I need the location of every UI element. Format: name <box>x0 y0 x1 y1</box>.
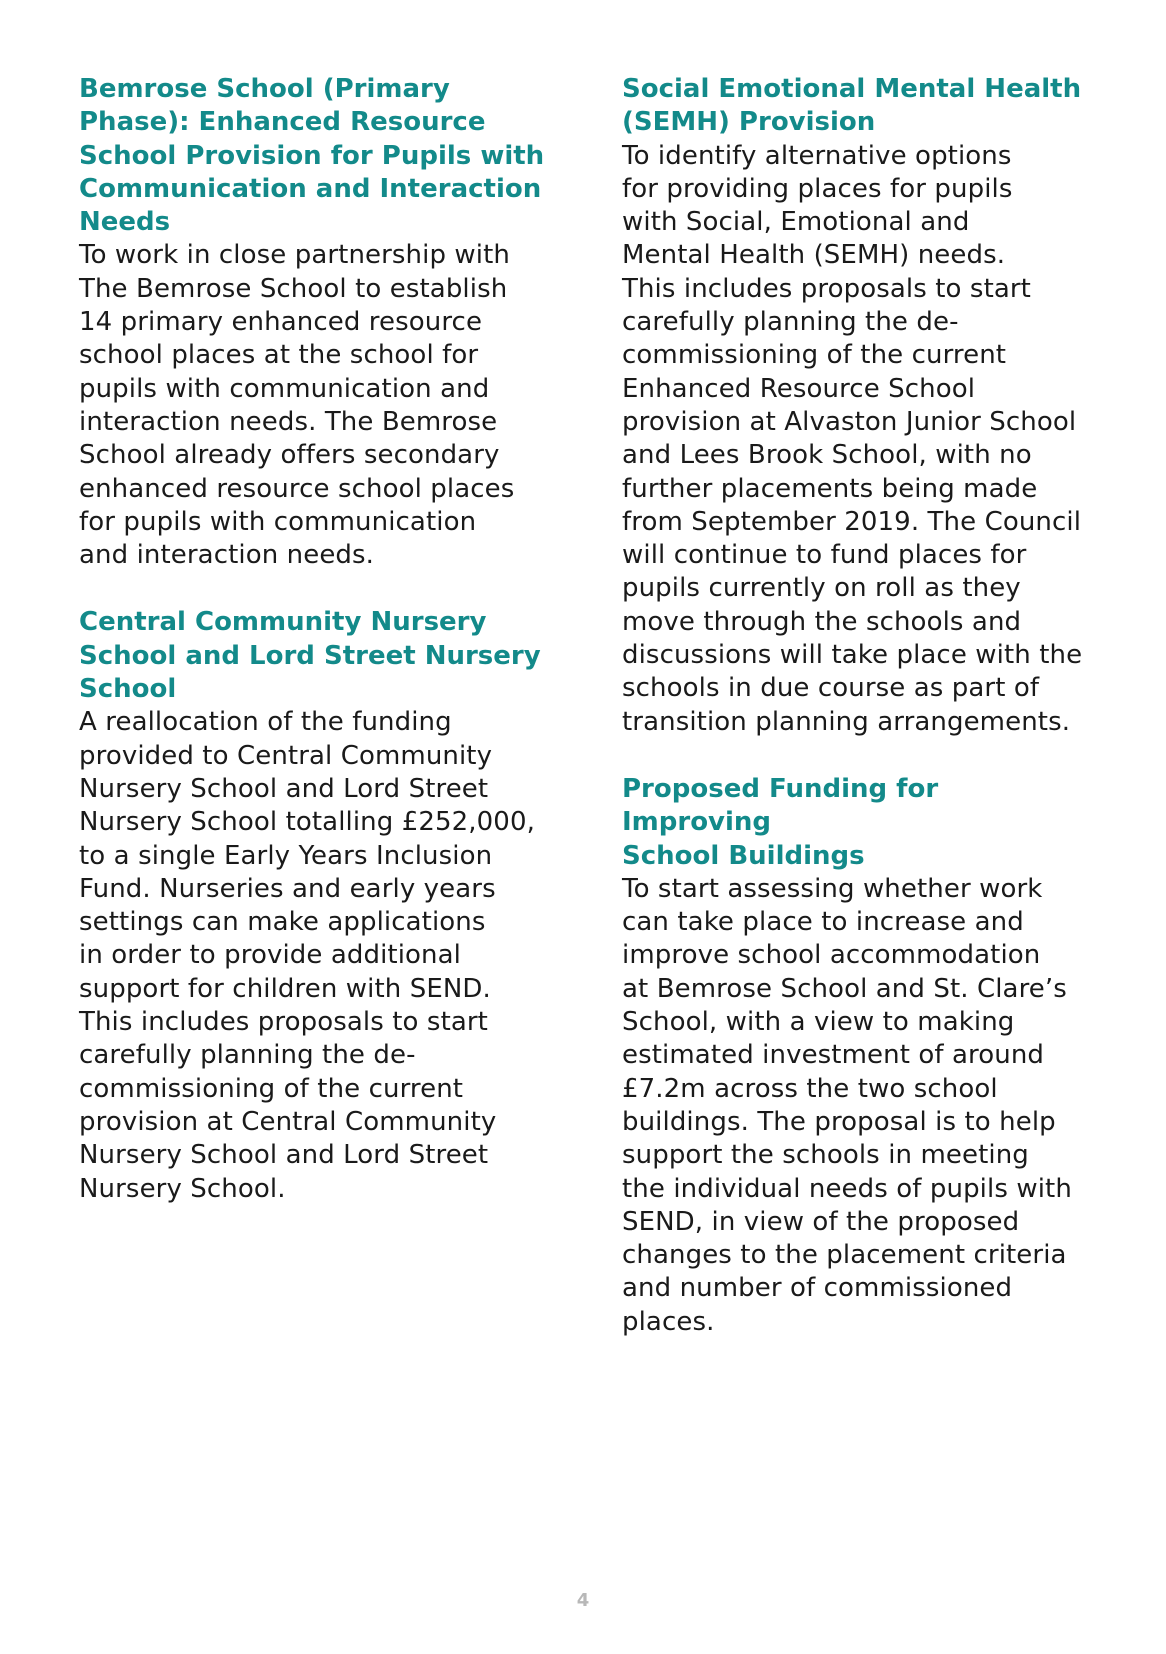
body-line: To start assessing whether work <box>622 873 1043 904</box>
body-line: improve school accommodation <box>622 940 1041 971</box>
heading-line: Social Emotional Mental Health <box>622 74 1082 104</box>
body-line: the individual needs of pupils with <box>622 1173 1072 1204</box>
body-line: pupils currently on roll as they <box>622 573 1021 604</box>
body-line: transition planning arrangements. <box>622 706 1071 737</box>
body-line: To work in close partnership with <box>79 240 510 271</box>
body-line: commissioning of the current <box>622 340 1007 371</box>
body-line: support for children with SEND. <box>79 973 491 1004</box>
section-body <box>79 239 549 572</box>
body-line: settings can make applications <box>79 907 486 938</box>
body-line: Nursery School. <box>79 1173 286 1204</box>
heading-line: Needs <box>79 207 171 238</box>
body-line: move through the schools and <box>622 606 1022 637</box>
body-line: provision at Central Community <box>79 1106 497 1137</box>
body-line: provided to Central Community <box>79 740 493 771</box>
body-line: changes to the placement criteria <box>622 1240 1067 1271</box>
body-line: discussions will take place with the <box>622 640 1083 671</box>
body-line: carefully planning the de- <box>79 1040 416 1071</box>
body-line: to a single Early Years Inclusion <box>79 840 493 871</box>
section-heading <box>622 773 1092 873</box>
heading-line: School Buildings <box>622 840 865 871</box>
body-line: Mental Health (SEMH) needs. <box>622 240 1006 271</box>
body-line: and Lees Brook School, with no <box>622 440 1032 471</box>
body-line: To identify alternative options <box>622 140 1012 171</box>
body-line: The Bemrose School to establish <box>79 273 508 304</box>
body-line: carefully planning the de- <box>622 307 959 338</box>
body-line: SEND, in view of the proposed <box>622 1206 1020 1237</box>
heading-line: Communication and Interaction <box>79 173 542 204</box>
heading-line: Central Community Nursery <box>79 607 487 638</box>
page-number: 4 <box>576 1590 590 1611</box>
body-line: This includes proposals to start <box>79 1007 488 1038</box>
left-column <box>79 73 549 1240</box>
heading-line: School and Lord Street Nursery <box>79 640 541 671</box>
body-line: 14 primary enhanced resource <box>79 307 483 338</box>
heading-line: School <box>79 674 177 705</box>
body-line: provision at Alvaston Junior School <box>622 406 1077 437</box>
section-heading <box>622 73 1092 140</box>
body-line: School, with a view to making <box>622 1007 1015 1038</box>
body-line: for pupils with communication <box>79 506 477 537</box>
heading-line: (SEMH) Provision <box>622 107 876 138</box>
body-line: commissioning of the current <box>79 1073 464 1104</box>
body-line: at Bemrose School and St. Clare’s <box>622 973 1067 1004</box>
body-line: A reallocation of the funding <box>79 707 452 738</box>
body-line: Nursery School totalling £252,000, <box>79 807 535 838</box>
body-line: School already offers secondary <box>79 440 500 471</box>
body-line: and interaction needs. <box>79 540 375 571</box>
heading-line: Phase): Enhanced Resource <box>79 107 486 138</box>
body-line: Fund. Nurseries and early years <box>79 873 496 904</box>
section-body <box>622 873 1092 1339</box>
body-line: for providing places for pupils <box>622 173 1013 204</box>
section-heading <box>79 73 549 239</box>
body-line: interaction needs. The Bemrose <box>79 406 498 437</box>
body-line: £7.2m across the two school <box>622 1073 998 1104</box>
heading-line: Proposed Funding for Improving <box>622 773 939 838</box>
body-line: support the schools in meeting <box>622 1140 1029 1171</box>
body-line: estimated investment of around <box>622 1040 1045 1071</box>
body-line: can take place to increase and <box>622 907 1024 938</box>
section-bemrose-school <box>79 73 549 572</box>
body-line: Nursery School and Lord Street <box>79 1140 489 1171</box>
heading-line: School Provision for Pupils with <box>79 140 545 171</box>
body-line: places. <box>622 1306 715 1337</box>
section-proposed-funding-buildings <box>622 773 1092 1339</box>
section-body <box>622 140 1092 739</box>
body-line: and number of commissioned <box>622 1273 1013 1304</box>
body-line: from September 2019. The Council <box>622 506 1082 537</box>
body-line: in order to provide additional <box>79 940 461 971</box>
heading-line: Bemrose School (Primary <box>79 74 450 104</box>
body-line: pupils with communication and <box>79 373 490 404</box>
section-body <box>79 706 549 1205</box>
body-line: This includes proposals to start <box>622 273 1031 304</box>
body-line: schools in due course as part of <box>622 673 1040 704</box>
body-line: school places at the school for <box>79 340 479 371</box>
right-column <box>622 73 1092 1373</box>
body-line: will continue to fund places for <box>622 540 1027 571</box>
body-line: Nursery School and Lord Street <box>79 773 489 804</box>
section-semh-provision <box>622 73 1092 739</box>
body-line: enhanced resource school places <box>79 473 515 504</box>
body-line: further placements being made <box>622 473 1038 504</box>
section-central-community-nursery <box>79 606 549 1205</box>
body-line: with Social, Emotional and <box>622 207 970 238</box>
body-line: Enhanced Resource School <box>622 373 976 404</box>
section-heading <box>79 606 549 706</box>
body-line: buildings. The proposal is to help <box>622 1106 1056 1137</box>
